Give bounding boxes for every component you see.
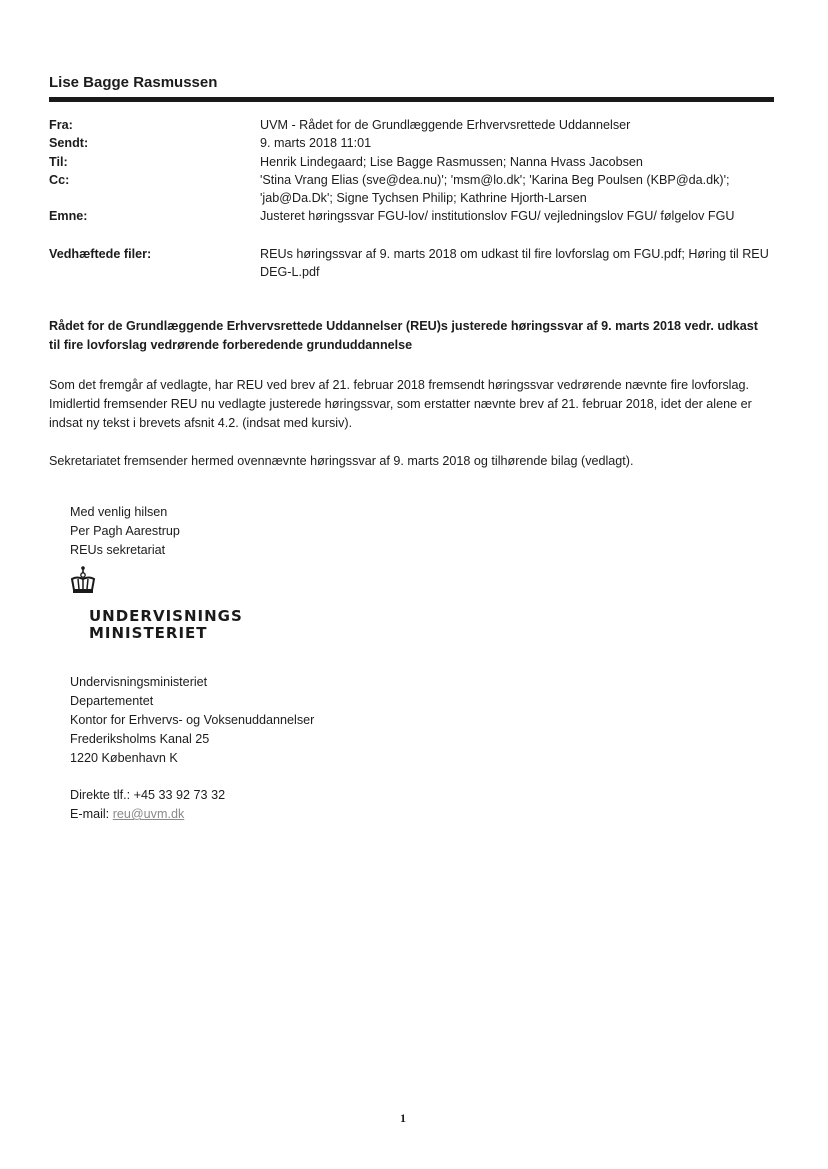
- mailbox-owner-name: Lise Bagge Rasmussen: [49, 74, 218, 91]
- body-paragraph-1: Som det fremgår af vedlagte, har REU ved brev af 21. februar 2018 fremsendt høringssvar vedrørende nævnte fire lovforslag. Imidlertid fremsender REU nu vedlagte justerede høringssvar, som erstatter nævnte brev af 21. februar 2018, idet der alene er indsat ny tekst i brevets afsnit 4.2. (indsat med kursiv).: [49, 378, 752, 430]
- sent-label: Sendt:: [49, 136, 89, 150]
- contact-email-row: [70, 805, 184, 824]
- attachments-value: REUs høringssvar af 9. marts 2018 om udkast til fire lovforslag om FGU.pdf; Høring til REU DEG-L.pdf: [260, 247, 769, 279]
- signature-unit: REUs sekretariat: [70, 543, 166, 557]
- email-label: E-mail:: [70, 807, 113, 821]
- ministry-logo-text: [89, 608, 243, 642]
- signature-name: Per Pagh Aarestrup: [70, 524, 180, 538]
- from-label: Fra:: [49, 118, 73, 132]
- address-line-4: Frederiksholms Kanal 25: [70, 732, 210, 746]
- address-line-3: Kontor for Erhvervs- og Voksenuddannelser: [70, 713, 315, 727]
- to-label: Til:: [49, 155, 68, 169]
- address-line-2: Departementet: [70, 694, 154, 708]
- logo-line-1: UNDERVISNINGS: [89, 607, 243, 625]
- to-value: Henrik Lindegaard; Lise Bagge Rasmussen; Nanna Hvass Jacobsen: [260, 155, 643, 169]
- body-paragraph-2: Sekretariatet fremsender hermed ovennævnte høringssvar af 9. marts 2018 og tilhørende bilag (vedlagt).: [49, 454, 634, 468]
- signature-greeting: Med venlig hilsen: [70, 505, 168, 519]
- subject-value: Justeret høringssvar FGU-lov/ institutionslov FGU/ vejledningslov FGU/ følgelov FGU: [260, 209, 735, 223]
- address-line-5: 1220 København K: [70, 751, 178, 765]
- cc-label: Cc:: [49, 173, 70, 187]
- crown-icon: [70, 565, 96, 595]
- address-line-1: Undervisningsministeriet: [70, 675, 208, 689]
- cc-value: 'Stina Vrang Elias (sve@dea.nu)'; 'msm@lo.dk'; 'Karina Beg Poulsen (KBP@da.dk)'; 'jab@Da.Dk'; Signe Tychsen Philip; Kathrine Hjorth-Larsen: [260, 173, 730, 205]
- body-subject-heading: Rådet for de Grundlæggende Erhvervsrettede Uddannelser (REU)s justerede høringssvar af 9. marts 2018 vedr. udkast til fire lovforslag vedrørende forberedende grunduddannelse: [49, 319, 758, 352]
- from-value: UVM - Rådet for de Grundlæggende Erhvervsrettede Uddannelser: [260, 118, 631, 132]
- attachments-label: Vedhæftede filer:: [49, 247, 152, 261]
- logo-line-2: MINISTERIET: [89, 624, 208, 642]
- page-number: 1: [400, 1111, 406, 1125]
- email-link[interactable]: reu@uvm.dk: [112, 807, 185, 821]
- sent-value: 9. marts 2018 11:01: [260, 136, 372, 150]
- contact-phone: Direkte tlf.: +45 33 92 73 32: [70, 788, 226, 802]
- subject-label: Emne:: [49, 209, 88, 223]
- header-divider: [49, 97, 774, 102]
